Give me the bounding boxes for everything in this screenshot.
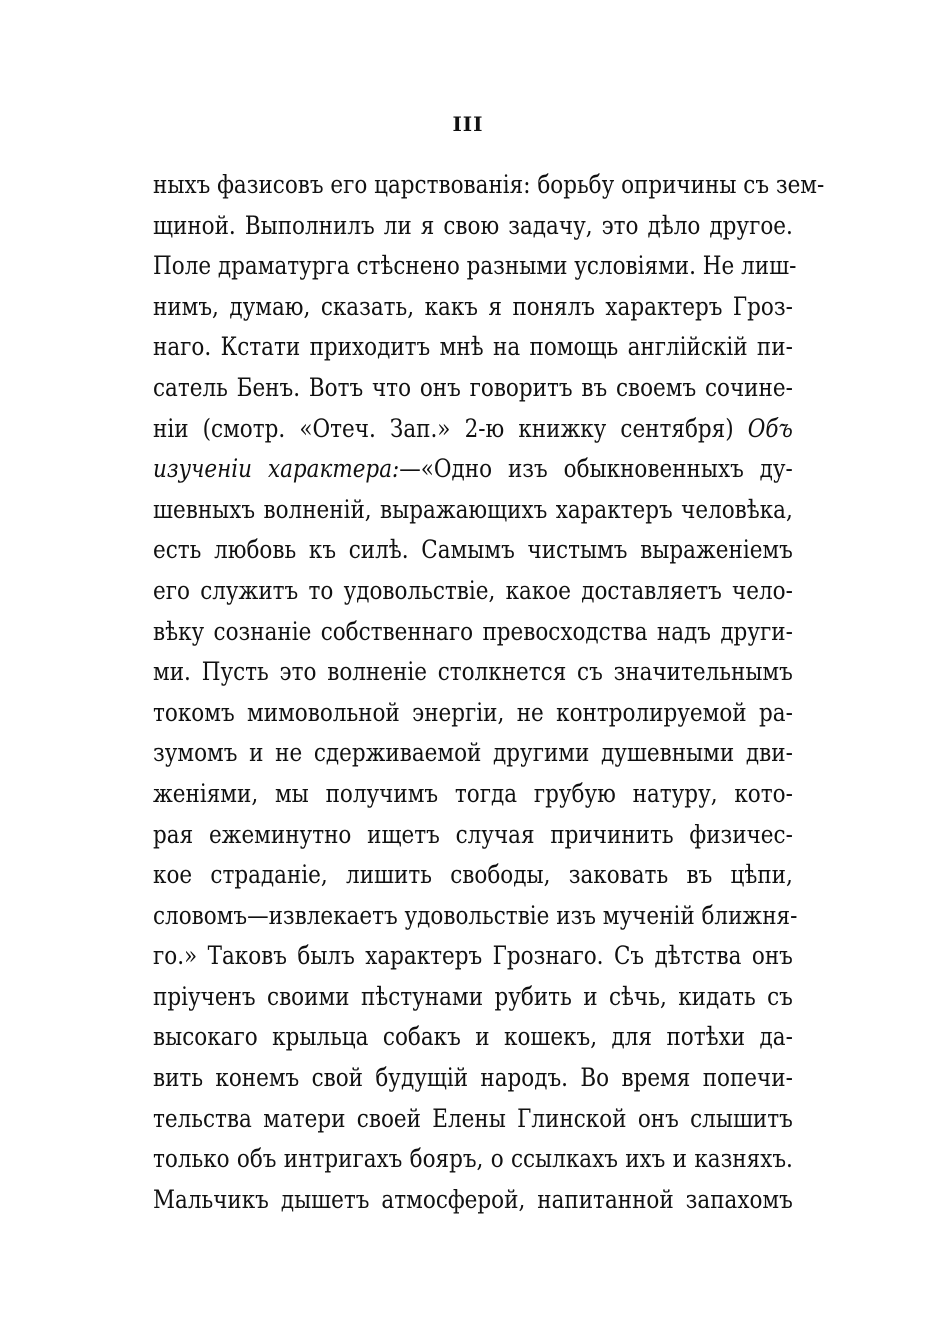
text-line-roman: ніи (смотр. «Отеч. Зап.» 2-ю книжку сентября) (153, 413, 734, 443)
text-line: только объ интригахъ бояръ, о ссылкахъ ихъ и казняхъ. (153, 1144, 793, 1174)
text-line: женіями, мы получимъ тогда грубую натуру, кото- (153, 778, 793, 808)
text-line: высокаго крыльца собакъ и кошекъ, для потѣхи да- (153, 1022, 793, 1052)
text-line: вѣку сознаніе собственнаго превосходства надъ други- (153, 616, 793, 646)
text-line-italic: Объ (747, 413, 793, 443)
text-line-italic: изученіи характера: (153, 454, 400, 484)
text-line: пріученъ своими пѣстунами рубить и сѣчь, кидать съ (153, 981, 793, 1011)
text-line: токомъ мимовольной энергіи, не контролируемой ра- (153, 697, 793, 727)
text-line: словомъ—извлекаетъ удовольствіе изъ мученій ближня- (153, 900, 798, 930)
text-line: нимъ, думаю, сказать, какъ я понялъ характеръ Гроз- (153, 291, 793, 321)
text-line-roman: —«Одно изъ обыкновенныхъ ду- (399, 454, 793, 484)
text-line: тельства матери своей Елены Глинской онъ слышитъ (153, 1103, 793, 1133)
text-line: ныхъ фазисовъ его царствованія: борьбу опричины съ зем- (153, 170, 825, 199)
text-line: ми. Пусть это волненіе столкнется съ значительнымъ (153, 657, 793, 687)
text-line: сатель Бенъ. Вотъ что онъ говоритъ въ своемъ сочине- (153, 372, 793, 402)
text-line: Поле драматурга стѣснено разными условіями. Не лиш- (153, 251, 797, 281)
text-line: рая ежеминутно ищетъ случая причинить физичес- (153, 819, 793, 849)
text-line: кое страданіе, лишить свободы, заковать въ цѣпи, (153, 860, 793, 890)
text-line: вить конемъ свой будущій народъ. Во время попечи- (153, 1063, 793, 1093)
body-text (153, 165, 825, 1220)
page-number: III (452, 112, 484, 136)
text-line: есть любовь къ силѣ. Самымъ чистымъ выраженіемъ (153, 535, 793, 565)
text-line: шевныхъ волненій, выражающихъ характеръ человѣка, (153, 494, 793, 524)
text-line: его служитъ то удовольствіе, какое доставляетъ чело- (153, 575, 793, 605)
text-line (153, 449, 793, 490)
text-line: Мальчикъ дышетъ атмосферой, напитанной запахомъ (153, 1184, 793, 1214)
text-line: наго. Кстати приходитъ мнѣ на помощь англійскій пи- (153, 332, 793, 362)
text-line: зумомъ и не сдерживаемой другими душевными дви- (153, 738, 793, 768)
text-line (153, 409, 793, 450)
text-line: щиной. Выполнилъ ли я свою задачу, это дѣло другое. (153, 210, 793, 240)
text-line: го.» Таковъ былъ характеръ Грознаго. Съ дѣтства онъ (153, 941, 793, 971)
